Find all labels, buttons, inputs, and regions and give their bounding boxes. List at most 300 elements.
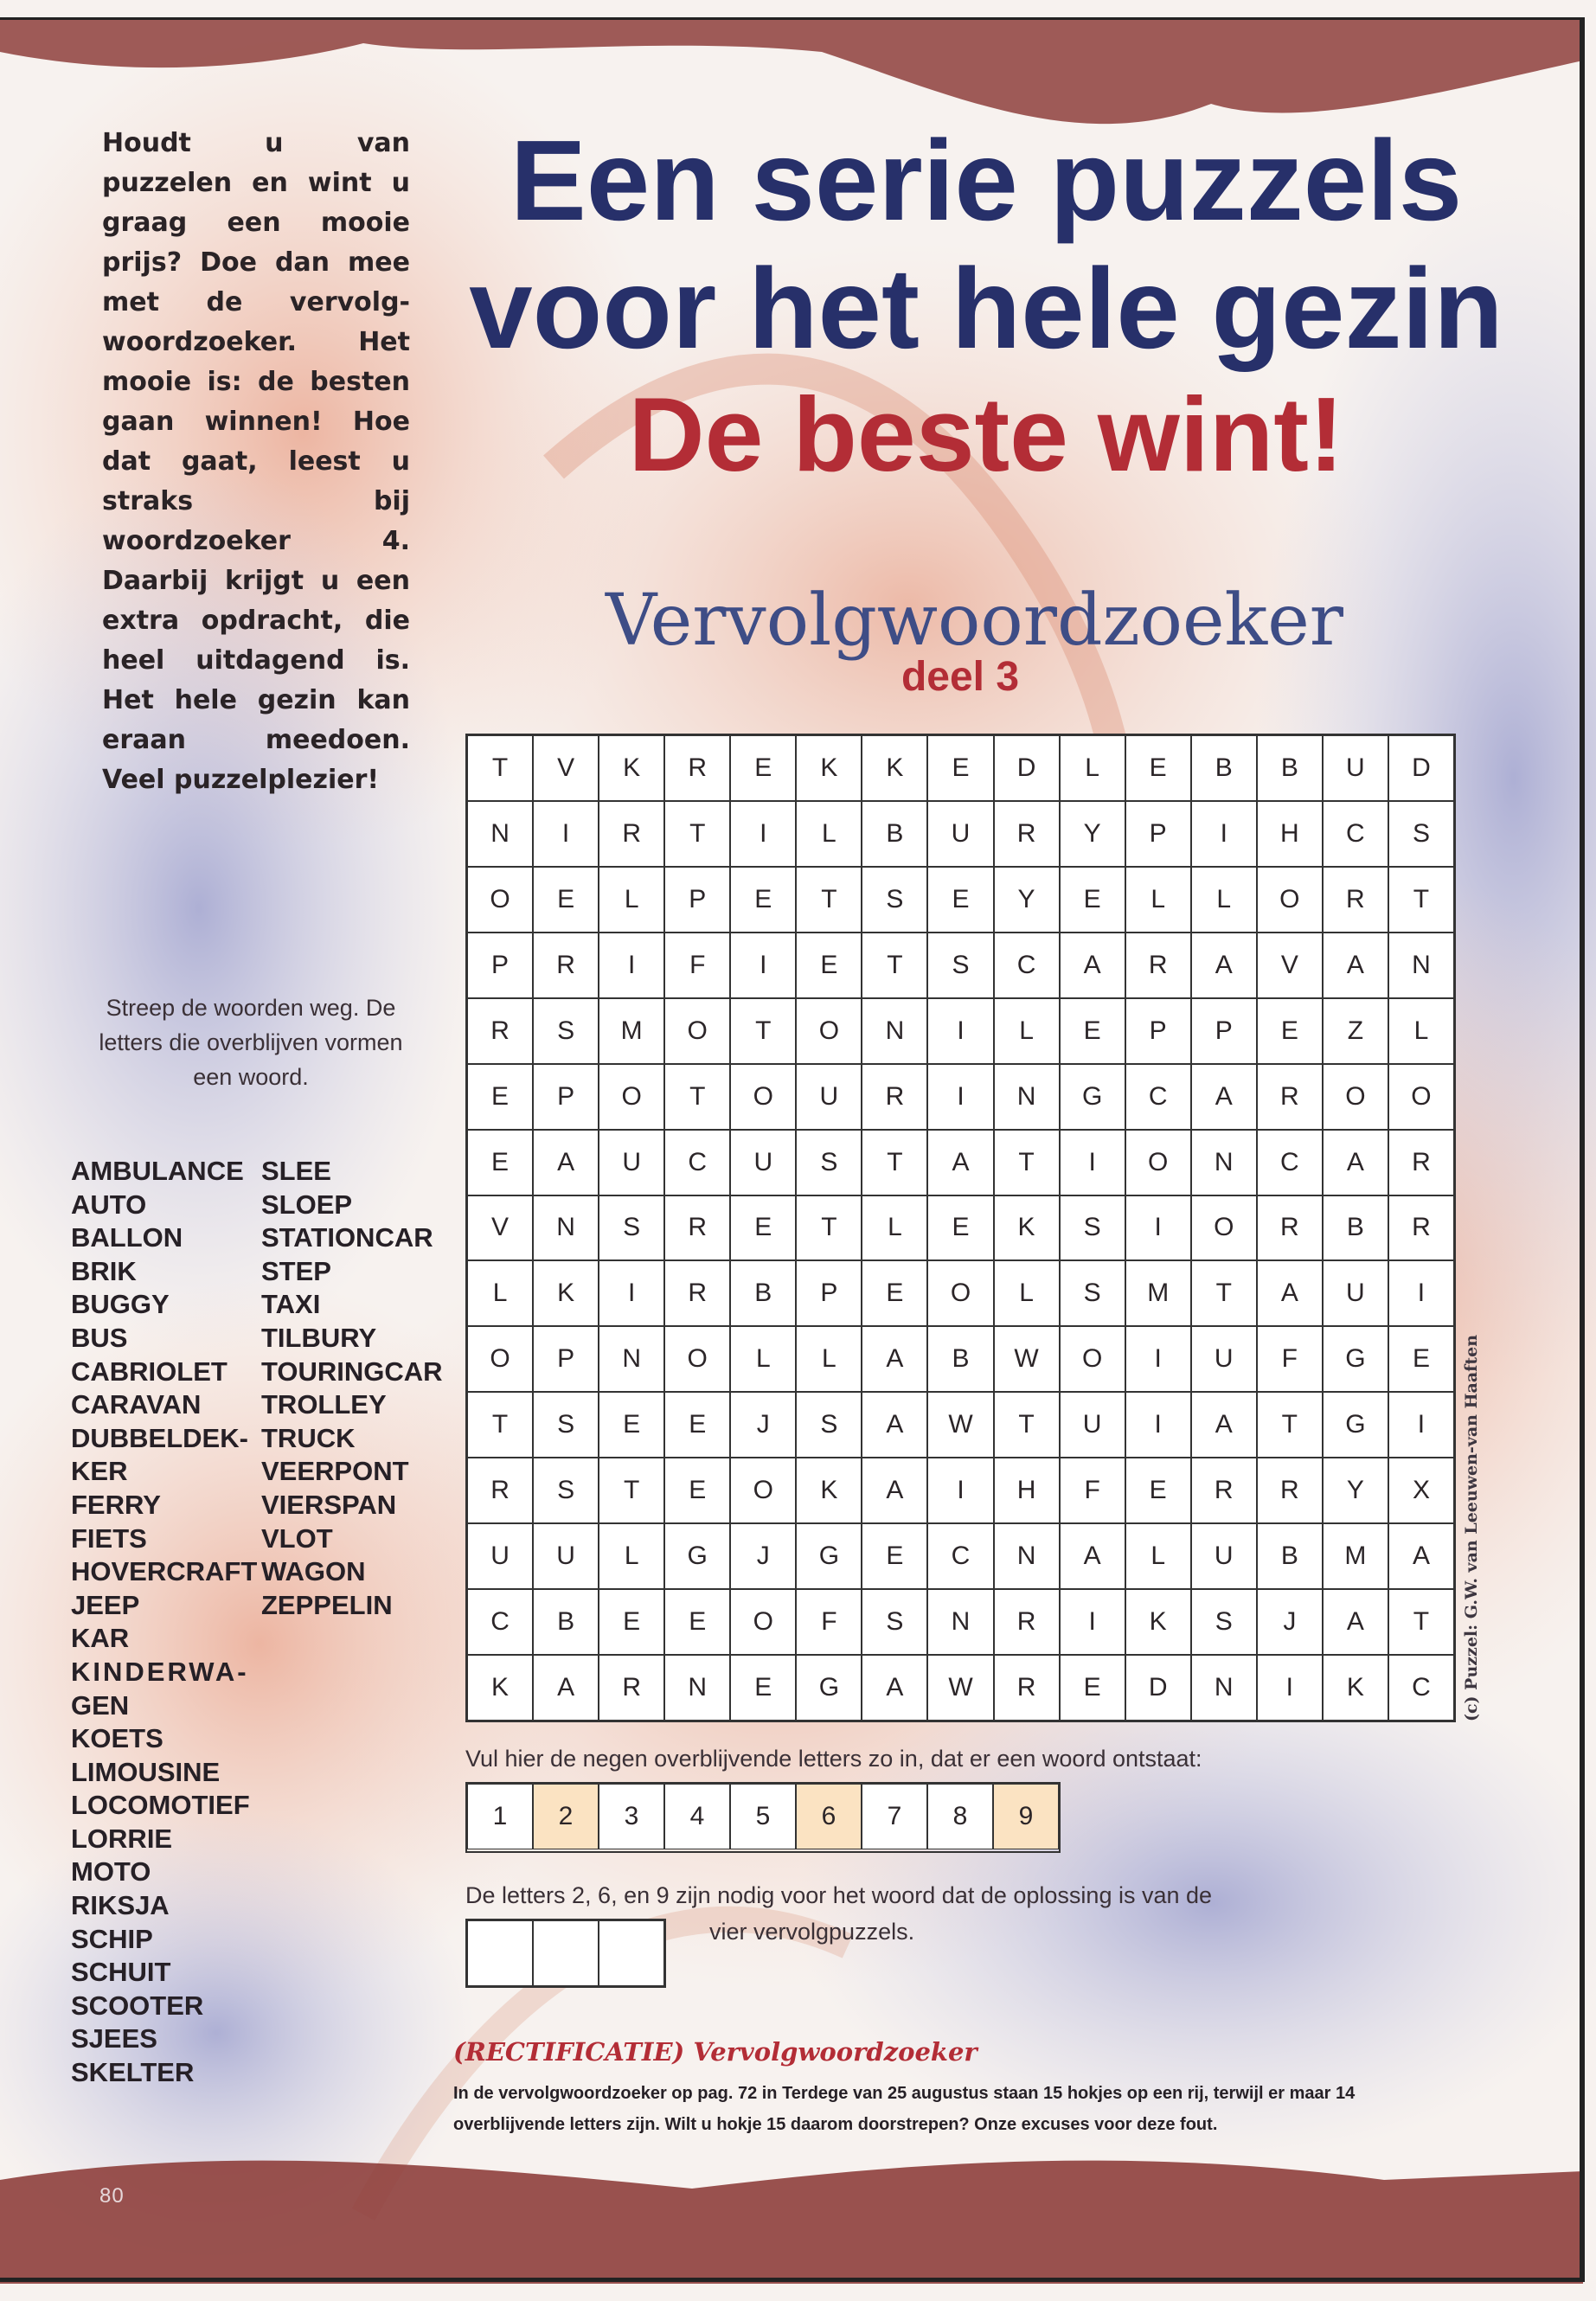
grid-cell[interactable]: T: [467, 1392, 533, 1458]
grid-cell[interactable]: I: [599, 1260, 664, 1326]
grid-cell[interactable]: G: [1060, 1064, 1125, 1130]
grid-cell[interactable]: A: [1060, 1523, 1125, 1589]
grid-cell[interactable]: I: [1257, 1655, 1323, 1721]
grid-cell[interactable]: R: [467, 1458, 533, 1523]
grid-cell[interactable]: E: [862, 1523, 927, 1589]
final-answer-box[interactable]: [599, 1920, 664, 1986]
grid-cell[interactable]: I: [730, 801, 796, 867]
word-list-right: [261, 1155, 452, 1622]
grid-cell[interactable]: F: [796, 1589, 862, 1655]
grid-cell[interactable]: N: [994, 1523, 1060, 1589]
grid-cell[interactable]: I: [1191, 801, 1257, 867]
word-list-item: BUGGY: [71, 1289, 170, 1320]
grid-cell[interactable]: O: [730, 1458, 796, 1523]
word-list-item: JEEP: [71, 1589, 140, 1620]
word-list-item: BRIK: [71, 1255, 137, 1286]
grid-cell[interactable]: O: [467, 867, 533, 933]
grid-cell[interactable]: G: [796, 1523, 862, 1589]
rectification-title: (RECTIFICATIE) Vervolgwoordzoeker: [453, 2037, 977, 2067]
puzzle-part: deel 3: [901, 654, 1020, 700]
puzzle-name: Vervolgwoordzoeker: [606, 580, 1343, 662]
grid-cell[interactable]: O: [664, 1326, 730, 1392]
grid-cell[interactable]: P: [1191, 998, 1257, 1064]
grid-cell[interactable]: F: [664, 933, 730, 998]
grid-cell[interactable]: U: [467, 1523, 533, 1589]
grid-cell[interactable]: F: [1060, 1458, 1125, 1523]
solution-note-line-2: vier vervolgpuzzels.: [709, 1919, 915, 1945]
grid-cell[interactable]: I: [1060, 1130, 1125, 1195]
word-list-item: BUS: [71, 1322, 128, 1353]
grid-cell[interactable]: L: [994, 1260, 1060, 1326]
grid-cell[interactable]: I: [927, 1064, 993, 1130]
grid-cell[interactable]: T: [862, 1130, 927, 1195]
answer-box[interactable]: 3: [599, 1784, 664, 1849]
grid-cell[interactable]: I: [599, 933, 664, 998]
grid-cell[interactable]: S: [1060, 1195, 1125, 1261]
grid-cell[interactable]: E: [796, 933, 862, 998]
grid-cell[interactable]: P: [1125, 801, 1191, 867]
grid-cell[interactable]: S: [1388, 801, 1454, 867]
grid-cell[interactable]: L: [730, 1326, 796, 1392]
grid-cell[interactable]: N: [1388, 933, 1454, 998]
word-list-item: LORRIE: [71, 1823, 173, 1854]
grid-cell[interactable]: R: [1388, 1130, 1454, 1195]
grid-cell[interactable]: O: [1388, 1064, 1454, 1130]
word-list-item: WAGON: [261, 1556, 366, 1587]
word-list-item: KER: [71, 1456, 128, 1487]
grid-cell[interactable]: G: [664, 1523, 730, 1589]
solution-note: [465, 1877, 1417, 1913]
grid-cell[interactable]: E: [1125, 1458, 1191, 1523]
grid-cell[interactable]: N: [1191, 1130, 1257, 1195]
grid-cell[interactable]: T: [664, 1064, 730, 1130]
grid-cell[interactable]: A: [862, 1655, 927, 1721]
grid-cell[interactable]: Y: [1323, 1458, 1388, 1523]
word-list-item: VEERPONT: [261, 1456, 409, 1487]
grid-cell[interactable]: I: [927, 1458, 993, 1523]
grid-cell[interactable]: E: [1060, 1655, 1125, 1721]
grid-cell[interactable]: H: [1257, 801, 1323, 867]
grid-cell[interactable]: L: [1191, 867, 1257, 933]
page-title: [415, 117, 1557, 496]
grid-cell[interactable]: B: [862, 801, 927, 867]
word-list-item: FERRY: [71, 1489, 161, 1520]
word-list-item: VLOT: [261, 1522, 333, 1554]
grid-cell[interactable]: G: [1323, 1392, 1388, 1458]
grid-cell[interactable]: O: [1191, 1195, 1257, 1261]
grid-cell[interactable]: E: [599, 1589, 664, 1655]
grid-cell[interactable]: O: [664, 998, 730, 1064]
word-list-item: STATIONCAR: [261, 1222, 433, 1253]
final-answer-boxes: [465, 1919, 666, 1988]
grid-cell[interactable]: K: [1323, 1655, 1388, 1721]
grid-cell[interactable]: U: [599, 1130, 664, 1195]
grid-cell[interactable]: L: [796, 1326, 862, 1392]
word-list-item: SCHIP: [71, 1923, 153, 1954]
word-list-item: KOETS: [71, 1723, 163, 1754]
word-list-item: SLEE: [261, 1156, 331, 1186]
grid-cell[interactable]: L: [796, 801, 862, 867]
grid-cell[interactable]: P: [664, 867, 730, 933]
grid-cell[interactable]: W: [927, 1655, 993, 1721]
grid-cell[interactable]: U: [1323, 735, 1388, 801]
grid-cell[interactable]: T: [862, 933, 927, 998]
grid-cell[interactable]: O: [730, 1064, 796, 1130]
grid-cell[interactable]: L: [1125, 1523, 1191, 1589]
grid-cell[interactable]: I: [1060, 1589, 1125, 1655]
answer-box[interactable]: 4: [664, 1784, 730, 1849]
grid-cell[interactable]: U: [1060, 1392, 1125, 1458]
word-list-item: AMBULANCE: [71, 1156, 244, 1186]
grid-cell[interactable]: T: [1257, 1392, 1323, 1458]
grid-cell[interactable]: O: [796, 998, 862, 1064]
word-list-item: LOCOMOTIEF: [71, 1790, 250, 1821]
grid-cell[interactable]: O: [1323, 1064, 1388, 1130]
grid-cell[interactable]: N: [994, 1064, 1060, 1130]
grid-cell[interactable]: K: [994, 1195, 1060, 1261]
grid-cell[interactable]: P: [467, 933, 533, 998]
grid-cell[interactable]: S: [533, 1458, 599, 1523]
grid-cell[interactable]: A: [862, 1458, 927, 1523]
grid-cell[interactable]: N: [467, 801, 533, 867]
answer-box[interactable]: 5: [730, 1784, 796, 1849]
grid-cell[interactable]: U: [533, 1523, 599, 1589]
grid-cell[interactable]: U: [1323, 1260, 1388, 1326]
grid-cell[interactable]: E: [1125, 735, 1191, 801]
grid-cell[interactable]: R: [1388, 1195, 1454, 1261]
grid-cell[interactable]: X: [1388, 1458, 1454, 1523]
grid-cell[interactable]: T: [1388, 1589, 1454, 1655]
grid-cell[interactable]: T: [664, 801, 730, 867]
grid-cell[interactable]: R: [533, 933, 599, 998]
grid-cell[interactable]: R: [1257, 1458, 1323, 1523]
grid-cell[interactable]: S: [862, 1589, 927, 1655]
grid-cell[interactable]: P: [533, 1326, 599, 1392]
grid-cell[interactable]: E: [1388, 1326, 1454, 1392]
solution-note-line-1: De letters 2, 6, en 9 zijn nodig voor het woord dat de oplossing is van de: [465, 1882, 1213, 1908]
word-list-item: AUTO: [71, 1189, 147, 1220]
grid-cell[interactable]: O: [1125, 1130, 1191, 1195]
grid-cell[interactable]: E: [467, 1064, 533, 1130]
grid-cell[interactable]: E: [927, 735, 993, 801]
word-list-item: TILBURY: [261, 1322, 377, 1353]
grid-cell[interactable]: K: [467, 1655, 533, 1721]
grid-cell[interactable]: G: [796, 1655, 862, 1721]
grid-cell[interactable]: U: [1191, 1523, 1257, 1589]
grid-cell[interactable]: F: [1257, 1326, 1323, 1392]
grid-cell[interactable]: R: [599, 801, 664, 867]
grid-cell[interactable]: W: [927, 1392, 993, 1458]
grid-cell[interactable]: E: [730, 867, 796, 933]
grid-cell[interactable]: V: [533, 735, 599, 801]
grid-cell[interactable]: U: [730, 1130, 796, 1195]
word-list-item: TROLLEY: [261, 1389, 387, 1420]
grid-cell[interactable]: E: [664, 1392, 730, 1458]
grid-cell[interactable]: E: [1060, 998, 1125, 1064]
grid-cell[interactable]: T: [994, 1392, 1060, 1458]
word-list-item: ZEPPELIN: [261, 1589, 393, 1620]
grid-cell[interactable]: A: [1388, 1523, 1454, 1589]
grid-cell[interactable]: C: [1323, 801, 1388, 867]
grid-cell[interactable]: J: [1257, 1589, 1323, 1655]
word-search-grid: [465, 734, 1456, 1722]
grid-cell[interactable]: E: [599, 1392, 664, 1458]
word-list-item: CARAVAN: [71, 1389, 202, 1420]
rectification-body: In de vervolgwoordzoeker op pag. 72 in Terdege van 25 augustus staan 15 hokjes op een rij, terwijl er maar 14 overblijvende letters zijn. Wilt u hokje 15 daarom doorstrepen? Onze excuses voor deze fout.: [453, 2084, 1356, 2134]
final-answer-box[interactable]: [533, 1920, 599, 1986]
grid-cell[interactable]: L: [599, 1523, 664, 1589]
grid-cell[interactable]: Z: [1323, 998, 1388, 1064]
puzzle-credit: (c) Puzzel: G.W. van Leeuwen-van Haaften: [1462, 1334, 1481, 1721]
grid-cell[interactable]: B: [1257, 1523, 1323, 1589]
grid-cell[interactable]: O: [1060, 1326, 1125, 1392]
grid-cell[interactable]: T: [994, 1130, 1060, 1195]
fill-instruction: Vul hier de negen overblijvende letters zo in, dat er een woord ontstaat:: [465, 1746, 1202, 1772]
grid-cell[interactable]: I: [1388, 1260, 1454, 1326]
grid-cell[interactable]: R: [1125, 933, 1191, 998]
grid-cell[interactable]: M: [1323, 1523, 1388, 1589]
grid-cell[interactable]: V: [1257, 933, 1323, 998]
grid-cell[interactable]: R: [1257, 1064, 1323, 1130]
grid-cell[interactable]: N: [927, 1589, 993, 1655]
grid-cell[interactable]: O: [467, 1326, 533, 1392]
grid-cell[interactable]: T: [796, 867, 862, 933]
grid-cell[interactable]: B: [533, 1589, 599, 1655]
grid-cell[interactable]: W: [994, 1326, 1060, 1392]
grid-cell[interactable]: K: [796, 1458, 862, 1523]
grid-cell[interactable]: K: [796, 735, 862, 801]
grid-cell[interactable]: N: [533, 1195, 599, 1261]
grid-cell[interactable]: A: [1323, 1589, 1388, 1655]
grid-cell[interactable]: R: [664, 735, 730, 801]
word-list-item: LIMOUSINE: [71, 1756, 221, 1787]
grid-cell[interactable]: R: [664, 1195, 730, 1261]
grid-cell[interactable]: R: [467, 998, 533, 1064]
grid-cell[interactable]: A: [533, 1655, 599, 1721]
grid-cell[interactable]: I: [730, 933, 796, 998]
grid-cell[interactable]: C: [1257, 1130, 1323, 1195]
grid-cell[interactable]: R: [1191, 1458, 1257, 1523]
grid-cell[interactable]: Y: [1060, 801, 1125, 867]
grid-cell[interactable]: L: [1125, 867, 1191, 933]
grid-cell[interactable]: E: [664, 1589, 730, 1655]
word-list-item: MOTO: [71, 1856, 151, 1888]
word-list-item: SCOOTER: [71, 1990, 204, 2021]
grid-cell[interactable]: N: [599, 1326, 664, 1392]
grid-cell[interactable]: P: [533, 1064, 599, 1130]
grid-cell[interactable]: P: [1125, 998, 1191, 1064]
grid-cell[interactable]: N: [664, 1655, 730, 1721]
word-list-item: CABRIOLET: [71, 1356, 228, 1387]
grid-cell[interactable]: C: [1388, 1655, 1454, 1721]
grid-cell[interactable]: E: [862, 1260, 927, 1326]
grid-cell[interactable]: I: [1125, 1326, 1191, 1392]
intro-text: Houdt u van puzzelen en wint u graag een mooie prijs? Doe dan mee met de vervolg-woordzoeker. Het mooie is: de besten gaan winnen! Hoe dat gaat, leest u straks bij woordzoeker 4. Daarbij krijgt u een extra opdracht, die heel uitdagend is. Het hele gezin kan eraan meedoen. Veel puzzelplezier!: [102, 128, 410, 795]
final-answer-box[interactable]: [467, 1920, 533, 1986]
grid-cell[interactable]: O: [927, 1260, 993, 1326]
grid-cell[interactable]: H: [994, 1458, 1060, 1523]
grid-cell[interactable]: M: [599, 998, 664, 1064]
grid-cell[interactable]: R: [1257, 1195, 1323, 1261]
grid-cell[interactable]: A: [927, 1130, 993, 1195]
grid-cell[interactable]: A: [1323, 1130, 1388, 1195]
grid-cell[interactable]: E: [730, 735, 796, 801]
grid-cell[interactable]: L: [1388, 998, 1454, 1064]
grid-cell[interactable]: I: [927, 998, 993, 1064]
grid-cell[interactable]: S: [533, 998, 599, 1064]
grid-cell[interactable]: L: [467, 1260, 533, 1326]
grid-cell[interactable]: A: [862, 1392, 927, 1458]
grid-cell[interactable]: A: [1323, 933, 1388, 998]
grid-cell[interactable]: R: [994, 1589, 1060, 1655]
grid-cell[interactable]: E: [664, 1458, 730, 1523]
grid-cell[interactable]: I: [1388, 1392, 1454, 1458]
word-list-item: BALLON: [71, 1222, 183, 1253]
grid-cell[interactable]: O: [1257, 867, 1323, 933]
grid-cell[interactable]: S: [927, 933, 993, 998]
grid-cell[interactable]: E: [730, 1655, 796, 1721]
grid-cell[interactable]: B: [730, 1260, 796, 1326]
word-list-item: SLOEP: [261, 1189, 353, 1220]
grid-cell[interactable]: C: [1125, 1064, 1191, 1130]
grid-cell[interactable]: E: [730, 1195, 796, 1261]
grid-cell[interactable]: S: [599, 1195, 664, 1261]
grid-cell[interactable]: E: [1257, 998, 1323, 1064]
word-list-item: KAR: [71, 1623, 130, 1654]
grid-cell[interactable]: L: [994, 998, 1060, 1064]
grid-cell[interactable]: P: [796, 1260, 862, 1326]
grid-cell[interactable]: T: [796, 1195, 862, 1261]
grid-cell[interactable]: R: [1323, 867, 1388, 933]
grid-cell[interactable]: K: [862, 735, 927, 801]
title-line-2: voor het hele gezin: [469, 245, 1503, 372]
grid-cell[interactable]: A: [862, 1326, 927, 1392]
grid-cell[interactable]: E: [927, 867, 993, 933]
grid-cell[interactable]: T: [467, 735, 533, 801]
word-list-item: STEP: [261, 1255, 331, 1286]
grid-cell[interactable]: B: [1323, 1195, 1388, 1261]
grid-cell[interactable]: T: [599, 1458, 664, 1523]
grid-cell[interactable]: C: [664, 1130, 730, 1195]
answer-box[interactable]: 6: [796, 1784, 862, 1849]
grid-cell[interactable]: B: [1257, 735, 1323, 801]
grid-cell[interactable]: R: [664, 1260, 730, 1326]
word-list-item: SJEES: [71, 2023, 157, 2054]
word-list-item: TAXI: [261, 1289, 321, 1320]
grid-cell[interactable]: M: [1125, 1260, 1191, 1326]
grid-cell[interactable]: S: [862, 867, 927, 933]
answer-box[interactable]: 7: [862, 1784, 927, 1849]
grid-cell[interactable]: A: [1191, 1064, 1257, 1130]
grid-cell[interactable]: A: [1257, 1260, 1323, 1326]
grid-cell[interactable]: U: [796, 1064, 862, 1130]
grid-cell[interactable]: Y: [994, 867, 1060, 933]
grid-cell[interactable]: O: [730, 1589, 796, 1655]
word-list-item: FIETS: [71, 1522, 147, 1554]
grid-cell[interactable]: R: [994, 801, 1060, 867]
word-list-item: KINDERWA-: [71, 1656, 249, 1687]
grid-cell[interactable]: E: [1060, 867, 1125, 933]
grid-cell[interactable]: S: [1191, 1589, 1257, 1655]
grid-cell[interactable]: A: [533, 1130, 599, 1195]
grid-cell[interactable]: R: [994, 1655, 1060, 1721]
puzzle-instruction: Streep de woorden weg. De letters die overblijven vormen een woord.: [99, 995, 403, 1090]
word-list-item: RIKSJA: [71, 1890, 170, 1921]
grid-cell[interactable]: S: [796, 1392, 862, 1458]
grid-cell[interactable]: I: [1125, 1195, 1191, 1261]
grid-cell[interactable]: S: [796, 1130, 862, 1195]
word-list-item: HOVERCRAFT: [71, 1556, 258, 1587]
answer-box[interactable]: 8: [927, 1784, 993, 1849]
grid-cell[interactable]: N: [1191, 1655, 1257, 1721]
grid-cell[interactable]: I: [533, 801, 599, 867]
grid-cell[interactable]: C: [994, 933, 1060, 998]
grid-cell[interactable]: O: [599, 1064, 664, 1130]
grid-cell[interactable]: E: [467, 1130, 533, 1195]
word-list-item: SKELTER: [71, 2057, 195, 2088]
answer-box[interactable]: 1: [467, 1784, 533, 1849]
word-list-item: DUBBELDEK-: [71, 1422, 248, 1453]
grid-cell[interactable]: T: [730, 998, 796, 1064]
word-list-item: TRUCK: [261, 1422, 356, 1453]
grid-cell[interactable]: J: [730, 1392, 796, 1458]
grid-cell[interactable]: C: [927, 1523, 993, 1589]
grid-cell[interactable]: E: [927, 1195, 993, 1261]
word-list-item: SCHUIT: [71, 1957, 171, 1988]
grid-cell[interactable]: A: [1060, 933, 1125, 998]
grid-cell[interactable]: C: [467, 1589, 533, 1655]
grid-cell[interactable]: I: [1125, 1392, 1191, 1458]
answer-boxes: [465, 1782, 1061, 1853]
title-line-1: Een serie puzzels: [510, 117, 1463, 244]
grid-cell[interactable]: V: [467, 1195, 533, 1261]
word-list-item: GEN: [71, 1689, 130, 1721]
grid-cell[interactable]: K: [1125, 1589, 1191, 1655]
grid-cell[interactable]: G: [1323, 1326, 1388, 1392]
grid-cell[interactable]: U: [927, 801, 993, 867]
page-number: 80: [99, 2184, 125, 2208]
grid-cell[interactable]: D: [1125, 1655, 1191, 1721]
grid-cell[interactable]: D: [994, 735, 1060, 801]
grid-cell[interactable]: A: [1191, 933, 1257, 998]
grid-cell[interactable]: L: [1060, 735, 1125, 801]
word-list-item: TOURINGCAR: [261, 1356, 443, 1387]
grid-cell[interactable]: U: [1191, 1326, 1257, 1392]
answer-box[interactable]: 9: [993, 1784, 1059, 1849]
word-list-left: [71, 1155, 261, 2090]
grid-cell[interactable]: A: [1191, 1392, 1257, 1458]
answer-box[interactable]: 2: [533, 1784, 599, 1849]
grid-cell[interactable]: R: [599, 1655, 664, 1721]
grid-cell[interactable]: B: [927, 1326, 993, 1392]
grid-cell[interactable]: L: [599, 867, 664, 933]
grid-cell[interactable]: T: [1388, 867, 1454, 933]
grid-cell[interactable]: N: [862, 998, 927, 1064]
grid-cell[interactable]: K: [599, 735, 664, 801]
grid-cell[interactable]: S: [1060, 1260, 1125, 1326]
grid-cell[interactable]: J: [730, 1523, 796, 1589]
grid-cell[interactable]: S: [533, 1392, 599, 1458]
grid-cell[interactable]: E: [533, 867, 599, 933]
grid-cell[interactable]: K: [533, 1260, 599, 1326]
word-list-item: VIERSPAN: [261, 1489, 397, 1520]
grid-cell[interactable]: T: [1191, 1260, 1257, 1326]
grid-cell[interactable]: R: [862, 1064, 927, 1130]
grid-cell[interactable]: L: [862, 1195, 927, 1261]
title-line-3: De beste wint!: [628, 375, 1344, 493]
grid-cell[interactable]: B: [1191, 735, 1257, 801]
grid-cell[interactable]: D: [1388, 735, 1454, 801]
